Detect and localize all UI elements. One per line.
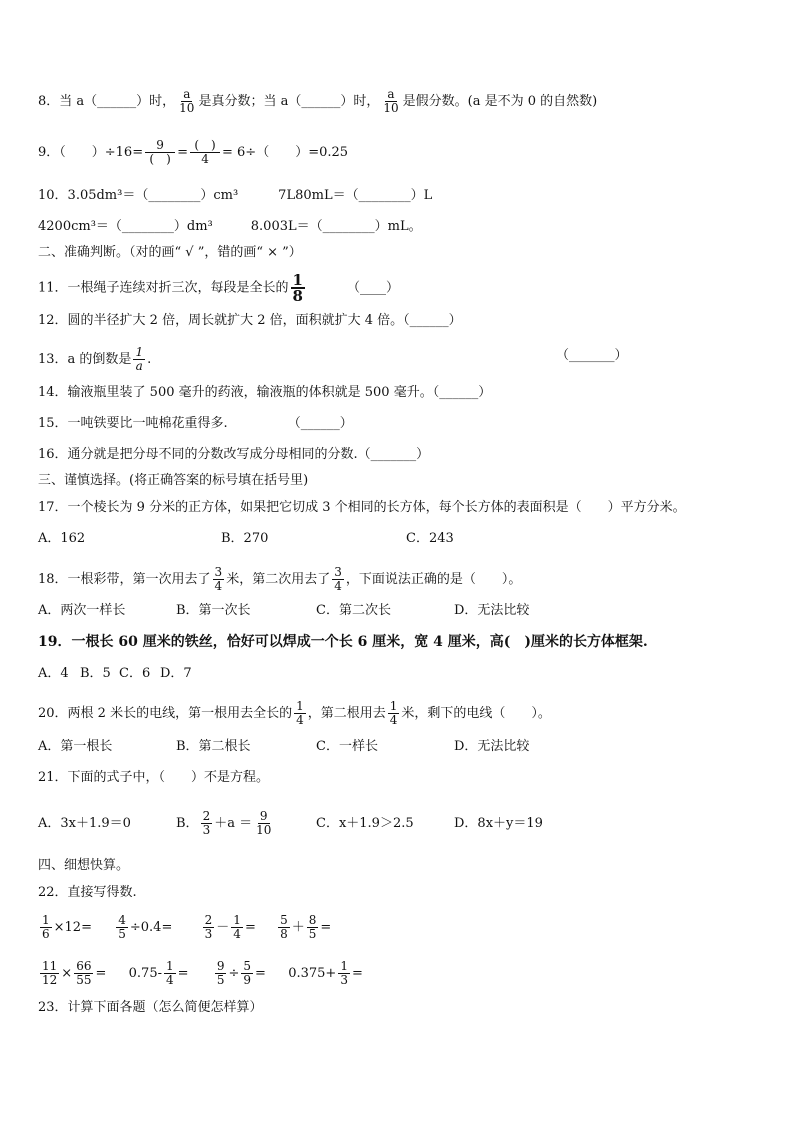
fraction: $\frac{11}{12}$ bbox=[42, 959, 58, 987]
calc-row-2 bbox=[38, 960, 363, 987]
calc-item: 0.75- $\frac{1}{4}$ = bbox=[128, 959, 189, 987]
question-20: 20．两根 2 米长的电线，第一根用去全长的 $\frac{1}{4}$ ，第二根用去 $\frac{1}{4}$ 米，剩下的电线（ ）。 bbox=[38, 699, 551, 727]
section-4-heading: 四、细想快算。 bbox=[38, 858, 130, 873]
option-b[interactable]: B．第一次长 bbox=[176, 603, 251, 618]
question-18: 18．一根彩带，第一次用去了 $\frac{3}{4}$ 米，第二次用去了 $\frac{3}{4}$ ，下面说法正确的是（ ）。 bbox=[38, 565, 522, 593]
fraction: $\frac{9}{5}$ bbox=[216, 959, 225, 987]
option-c[interactable]: C．第二次长 bbox=[316, 603, 391, 618]
option-a[interactable]: A．第一根长 bbox=[38, 739, 113, 754]
question-9: 9．（ ）÷16= $\frac{9}{( )}$ = $\frac{( )}{4}$ = 6÷（ ）=0.25 bbox=[38, 138, 349, 166]
question-10-cont: 4200cm³＝（________）dm³ 8.003L＝（________）mL。 bbox=[38, 219, 422, 234]
option-c[interactable]: C．x＋1.9＞2.5 bbox=[316, 816, 414, 831]
option-a[interactable]: A．162 bbox=[38, 531, 86, 546]
calc-item: $\frac{11}{12}$ × $\frac{66}{55}$ = bbox=[42, 959, 107, 987]
fraction: $\frac{9}{10}$ bbox=[256, 809, 272, 837]
fraction: $\frac{2}{3}$ bbox=[204, 913, 213, 941]
question-18-options bbox=[38, 602, 529, 620]
answer-blank[interactable]: （____） bbox=[346, 280, 399, 296]
section-2-heading: 二、准确判断。（对的画“ √ ”，错的画“ × ”） bbox=[38, 245, 302, 260]
fraction: $\frac{9}{( )}$ bbox=[145, 139, 175, 166]
calc-row-1 bbox=[38, 914, 331, 941]
fraction: $\frac{a}{10}$ bbox=[179, 87, 195, 115]
option-a[interactable]: A．4 bbox=[38, 666, 69, 681]
question-21-options bbox=[38, 810, 543, 837]
fraction: $\frac{1}{a}$ bbox=[135, 345, 144, 373]
fraction: $\frac{5}{9}$ bbox=[243, 959, 252, 987]
option-c[interactable]: C．6 bbox=[119, 666, 151, 681]
option-d[interactable]: D．8x＋y＝19 bbox=[454, 816, 543, 831]
question-19: 19．一根长 60 厘米的铁丝，恰好可以焊成一个长 6 厘米，宽 4 厘米，高( )厘米的长方体框架. bbox=[38, 634, 648, 650]
fraction: $\frac{1}{4}$ bbox=[389, 699, 398, 727]
option-b[interactable]: B．5 bbox=[80, 666, 111, 681]
option-d[interactable]: D．无法比较 bbox=[454, 603, 530, 618]
answer-blank[interactable]: （_______） bbox=[556, 348, 628, 363]
question-21: 21．下面的式子中，（ ）不是方程。 bbox=[38, 770, 270, 785]
fraction: $\frac{3}{4}$ bbox=[214, 565, 223, 593]
answer-blank[interactable]: （______） bbox=[287, 416, 353, 431]
question-15: 15．一吨铁要比一吨棉花重得多. （______） bbox=[38, 416, 353, 431]
fraction: $\frac{8}{5}$ bbox=[308, 913, 317, 941]
fraction: $\frac{66}{55}$ bbox=[76, 959, 92, 987]
blank[interactable]: ______ bbox=[301, 94, 341, 109]
option-b[interactable]: B．第二根长 bbox=[176, 739, 251, 754]
calc-item: $\frac{9}{5}$ ÷ $\frac{5}{9}$ = bbox=[216, 959, 266, 987]
option-a[interactable]: A．3x＋1.9＝0 bbox=[38, 816, 131, 831]
option-c[interactable]: C．一样长 bbox=[316, 739, 378, 754]
calc-item: $\frac{5}{8}$ ＋ $\frac{8}{5}$ = bbox=[280, 913, 332, 941]
fraction: $\frac{1}{4}$ bbox=[233, 913, 241, 941]
question-8: 8．当 a（______）时， $\frac{a}{10}$ 是真分数；当 a（______）时， $\frac{a}{10}$ 是假分数。(a 是不为 0 的自然数) bbox=[38, 87, 598, 115]
fraction: $\frac{4}{5}$ bbox=[118, 913, 126, 941]
fraction: $\frac{1}{6}$ bbox=[42, 913, 50, 941]
option-b[interactable]: B．270 bbox=[221, 531, 269, 546]
fraction: $\frac{3}{4}$ bbox=[334, 565, 342, 593]
blank[interactable]: ______ bbox=[97, 94, 137, 109]
fraction: $\frac{2}{3}$ bbox=[202, 809, 211, 837]
fraction: $\frac{1}{8}$ bbox=[292, 271, 303, 305]
calc-item: 0.375+ $\frac{1}{3}$ = bbox=[288, 959, 363, 987]
option-d[interactable]: D．无法比较 bbox=[454, 739, 530, 754]
calc-item: $\frac{2}{3}$ － $\frac{1}{4}$ = bbox=[204, 913, 256, 941]
question-17: 17．一个棱长为 9 分米的正方体，如果把它切成 3 个相同的长方体，每个长方体的表面积是（ ）平方分米。 bbox=[38, 500, 686, 515]
question-14: 14．输液瓶里装了 500 毫升的药液，输液瓶的体积就是 500 毫升。（______） bbox=[38, 385, 492, 400]
option-b[interactable]: B． $\frac{2}{3}$ ＋a ＝ $\frac{9}{10}$ bbox=[176, 809, 272, 837]
question-23: 23．计算下面各题（怎么简便怎样算） bbox=[38, 1000, 263, 1015]
fraction: $\frac{a}{10}$ bbox=[383, 87, 399, 115]
section-3-heading: 三、谨慎选择。(将正确答案的标号填在括号里) bbox=[38, 473, 309, 488]
question-10: 10．3.05dm³＝（________）cm³ 7L80mL＝（________）L bbox=[38, 188, 433, 203]
question-17-options bbox=[38, 530, 454, 548]
question-12: 12．圆的半径扩大 2 倍，周长就扩大 2 倍，面积就扩大 4 倍。（______） bbox=[38, 313, 462, 328]
question-16: 16．通分就是把分母不同的分数改写成分母相同的分数.（_______） bbox=[38, 447, 430, 462]
fraction: $\frac{1}{4}$ bbox=[296, 699, 304, 727]
calc-item: $\frac{4}{5}$ ÷0.4= bbox=[118, 913, 173, 941]
question-22: 22．直接写得数. bbox=[38, 885, 137, 900]
calc-item: $\frac{1}{6}$ ×12= bbox=[42, 913, 92, 941]
fraction: $\frac{1}{3}$ bbox=[340, 959, 348, 987]
option-a[interactable]: A．两次一样长 bbox=[38, 603, 126, 618]
fraction: $\frac{5}{8}$ bbox=[280, 913, 288, 941]
question-11: 11．一根绳子连续对折三次，每段是全长的 $\frac{1}{8}$ （____） bbox=[38, 271, 399, 305]
option-c[interactable]: C．243 bbox=[406, 531, 454, 546]
fraction: $\frac{1}{4}$ bbox=[166, 959, 174, 987]
option-d[interactable]: D．7 bbox=[160, 666, 192, 681]
question-19-options bbox=[38, 665, 192, 683]
question-20-options bbox=[38, 738, 529, 756]
question-13: 13．a 的倒数是 $\frac{1}{a}$ . bbox=[38, 345, 152, 373]
fraction: $\frac{( )}{4}$ bbox=[190, 139, 220, 166]
